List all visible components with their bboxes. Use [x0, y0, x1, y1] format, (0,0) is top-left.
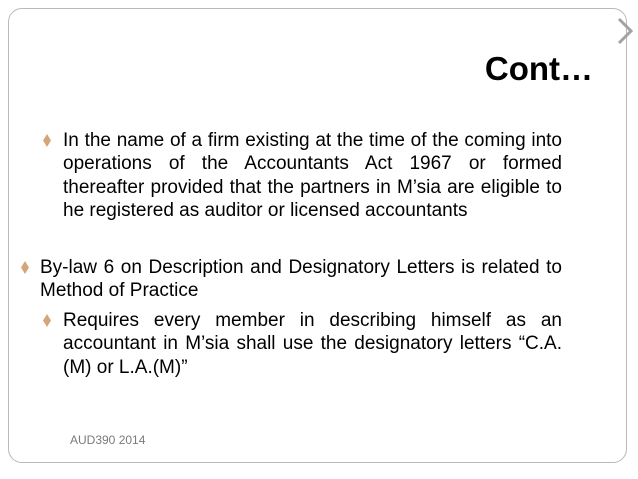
slide-footer: AUD390 2014 [70, 433, 146, 447]
bullet-paragraph-2 [40, 256, 562, 303]
bullet-paragraph-1 [63, 129, 562, 222]
chevron-right-icon [615, 16, 635, 46]
diamond-bullet-icon [43, 134, 51, 147]
diamond-bullet-icon [21, 261, 29, 274]
bullet-text: In the name of a firm existing at the time of the coming into operations of the Accountants Act 1967 or formed thereafter provided that the partners in M’sia are eligible to he registered as auditor or licensed accountants [63, 130, 562, 221]
bullet-paragraph-3 [63, 309, 562, 379]
slide-title: Cont… [484, 50, 593, 87]
bullet-text: Requires every member in describing himself as an accountant in M’sia shall use the designatory letters “C.A.(M) or L.A.(M)” [63, 310, 562, 378]
bullet-text: By-law 6 on Description and Designatory Letters is related to Method of Practice [40, 257, 562, 302]
diamond-bullet-icon [43, 314, 51, 327]
